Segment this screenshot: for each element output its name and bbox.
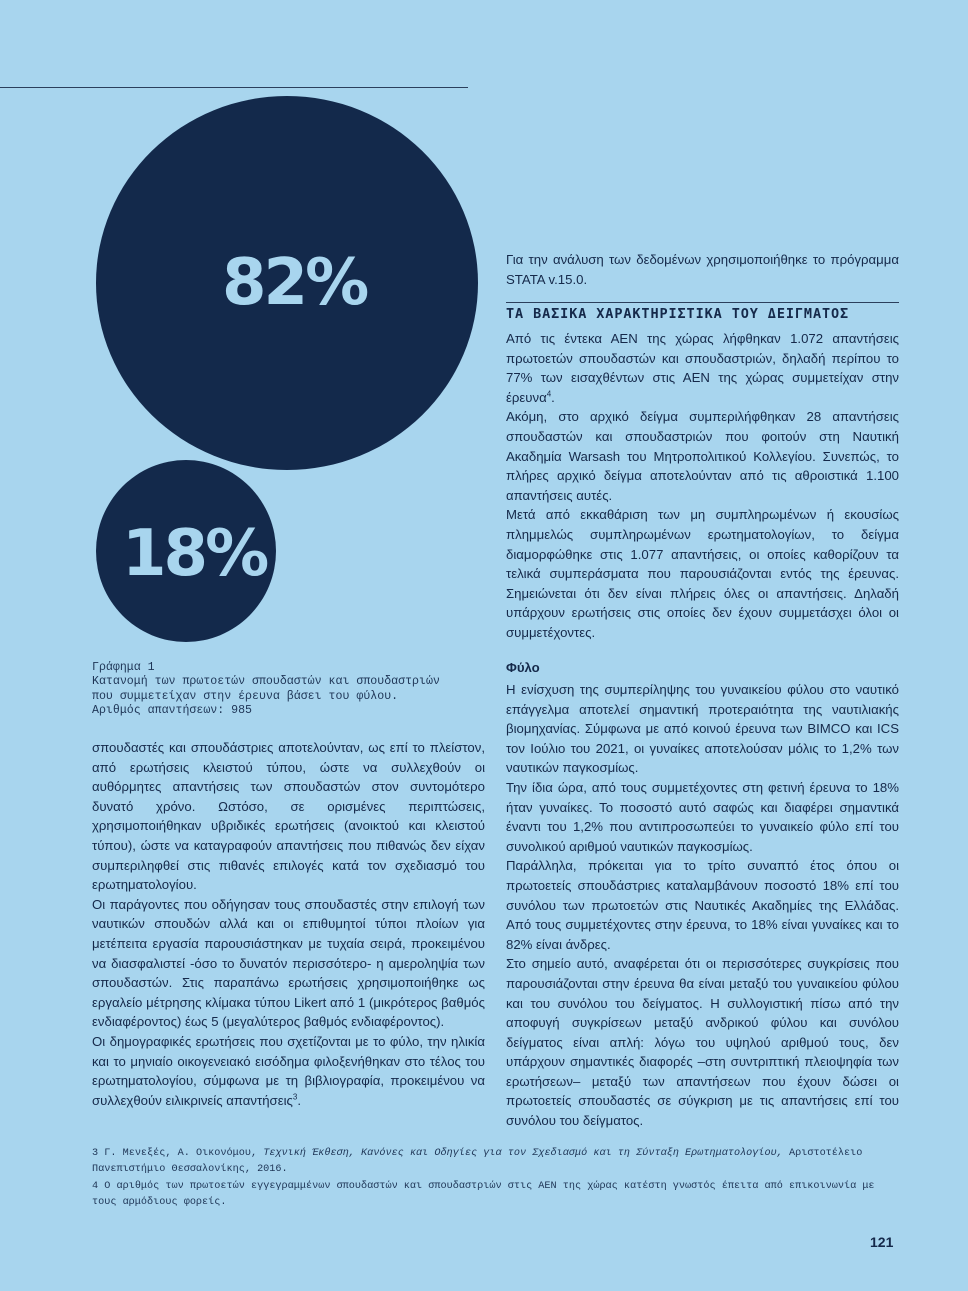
footnote-4 bbox=[92, 1179, 900, 1210]
left-p3-end: . bbox=[297, 1092, 301, 1108]
gender-paragraph-2: Την ίδια ώρα, από τους συμμετέχοντες στη φετινή έρευνα το 18% ήταν γυναίκες. Το ποσοστό αυτό σαφώς και διαφέρει σημαντικά έναντι του 1,2% που αντιπροσωπεύει το γυναικείο φύλο επί του συνολικού αριθμού ναυτικών παγκοσμίως. bbox=[506, 779, 899, 854]
left-paragraph-1: σπουδαστές και σπουδάστριες αποτελούνταν, ως επί το πλείστον, από ερωτήσεις κλειστού τύπου, ώστε να συλλεχθούν οι αυθόρμητες απαντήσεις των σπουδαστών στον συντομότερο δυνατό χρόνο. Ωστόσο, σε ορισμένες περιπτώσεις, χρησιμοποιήθηκαν υβριδικές ερωτήσεις (ανοικτού και κλειστού τύπου), ώστε να καταγραφούν απαντήσεις που πιθανώς δεν είχαν συμπεριληφθεί στις πιθανές επιλογές κατά τον σχεδιασμό του ερωτηματολογίου. bbox=[92, 740, 485, 893]
left-paragraph-2: Οι παράγοντες που οδήγησαν τους σπουδαστές στην επιλογή των ναυτικών σπουδών αλλά και οι επιθυμητοί τύποι πλοίων για μετέπειτα εργασία παρουσιάστηκαν με τυχαία σειρά, προκειμένου να διασφαλιστεί -όσο το δυνατόν περισσότερο- η αμεροληψία των σπουδαστών. Στις παραπάνω ερωτήσεις χρησιμοποιήθηκε ως εργαλείο μέτρησης κλίμακα τύπου Likert από 1 (μικρότερος βαθμός ενδιαφέροντος) έως 5 (μεγαλύτερος βαθμός ενδιαφέροντος). bbox=[92, 896, 485, 1030]
caption-title: Γράφημα 1 bbox=[92, 661, 155, 674]
gender-section bbox=[506, 680, 899, 1131]
sample-section bbox=[506, 329, 899, 643]
intro-text: Για την ανάλυση των δεδομένων χρησιμοποιήθηκε το πρόγραμμα STATA v.15.0. bbox=[506, 252, 899, 287]
sample-p1-end: . bbox=[551, 389, 555, 405]
section-heading-gender: Φύλο bbox=[506, 660, 540, 675]
footnote-ref-4: 4 bbox=[546, 389, 552, 399]
caption-line-3: Αριθμός απαντήσεων: 985 bbox=[92, 704, 253, 718]
left-column-body bbox=[92, 738, 485, 1110]
graph-caption bbox=[92, 661, 492, 719]
footnote-3-publisher: Αριστοτέλειο Πανεπιστήμιο Θεσσαλονίκης, 2016. bbox=[92, 1148, 863, 1175]
sample-p1-text: Από τις έντεκα ΑΕΝ της χώρας λήφθηκαν 1.072 απαντήσεις πρωτοετών σπουδαστών και σπουδαστριών, δηλαδή περίπου το 77% των εισαχθέντων στις ΑΕΝ της χώρας συμμετείχαν στην έρευνα bbox=[506, 331, 899, 405]
footnote-4-text: Ο αριθμός των πρωτοετών εγγεγραμμένων σπουδαστών και σπουδαστριών στις ΑΕΝ της χώρας κατέστη γνωστός έπειτα από επικοινωνία με τους αρμόδιους φορείς. bbox=[92, 1181, 875, 1208]
page-number: 121 bbox=[870, 1234, 894, 1250]
sample-paragraph-3: Μετά από εκκαθάριση των μη συμπληρωμένων ή εκουσίως πλημμελώς συμπληρωμένων ερωτηματολογίων, το δείγμα διαμορφώθηκε στις 1.077 απαντήσεις, οι οποίες καθορίζουν τα τελικά συμπεράσματα που παρουσιάζονται εντός της έρευνας. Σημειώνεται ότι δεν είναι πλήρεις όλες οι απαντήσεις. Δηλαδή υπάρχουν ερωτήσεις στις οποίες δεν έχουν συμμετάσχει όλοι οι συμμετέχοντες. bbox=[506, 507, 899, 640]
footnote-3 bbox=[92, 1146, 900, 1177]
footnote-3-number: 3 bbox=[92, 1148, 99, 1159]
chart-value-18: 18% bbox=[122, 517, 267, 591]
left-paragraph-3 bbox=[92, 1032, 485, 1110]
sample-paragraph-2: Ακόμη, στο αρχικό δείγμα συμπεριλήφθηκαν 28 απαντήσεις σπουδαστών και σπουδαστριών που φοιτούν στη Ναυτική Ακαδημία Warsash του Μητροπολιτικού Κολλεγίου. Συνεπώς, το πλήρες αρχικό δείγμα αποτελούνταν από τις αθροιστικά 1.100 απαντήσεις αυτές. bbox=[506, 409, 899, 503]
section-divider-line bbox=[506, 302, 899, 303]
gender-paragraph-4: Στο σημείο αυτό, αναφέρεται ότι οι περισσότερες συγκρίσεις που παρουσιάζονται στην έρευνα θα είναι μεταξύ του γυναικείου φύλου και του συνόλου του δείγματος. Η συλλογιστική πίσω από την αποφυγή συγκρίσεων μεταξύ ανδρικού φύλου και συνόλου δείγματος είναι απλή: λόγω του υψηλού αριθμού τους, δεν υπάρχουν σημαντικές διαφορές –στη συντριπτική πλειοψηφία των ερωτήσεων– μεταξύ των απαντήσεων που έχουν δώσει οι πρωτοετείς σπουδαστές σε σύγκριση με τις απαντήσεις επί του συνόλου του δείγματος. bbox=[506, 956, 899, 1129]
section-heading-sample: ΤΑ ΒΑΣΙΚΑ ΧΑΡΑΚΤΗΡΙΣΤΙΚΑ ΤΟΥ ΔΕΙΓΜΑΤΟΣ bbox=[506, 306, 850, 322]
gender-paragraph-1: Η ενίσχυση της συμπερίληψης του γυναικείου φύλου στο ναυτικό επάγγελμα αποτελεί σημαντική προτεραιότητα της ναυτιλιακής βιομηχανίας. Σύμφωνα με από κοινού έρευνα των BIMCO και ICS τον Ιούλιο του 2021, οι γυναίκες αποτελούσαν μόλις το 1,2% των ναυτικών παγκοσμίως. bbox=[506, 682, 899, 776]
gender-paragraph-3: Παράλληλα, πρόκειται για το τρίτο συναπτό έτος όπου οι πρωτοετείς σπουδάστριες καταλαμβάνουν ποσοστό 18% επί του συνόλου των πρωτοετών στις Ναυτικές Ακαδημίες της Ελλάδας. Από τους συμμετέχοντες στην έρευνα, το 18% είναι γυναίκες και το 82% είναι άνδρες. bbox=[506, 858, 899, 952]
footnote-3-title: Τεχνική Έκθεση, Κανόνες και Οδηγίες για τον Σχεδιασμό και τη Σύνταξη Ερωτηματολογίου, bbox=[263, 1148, 783, 1159]
sample-paragraph-1 bbox=[506, 329, 899, 407]
left-p3-text: Οι δημογραφικές ερωτήσεις που σχετίζονται με το φύλο, την ηλικία και το μηνιαίο οικογενειακό εισόδημα φιλοξενήθηκαν στο τέλος του ερωτηματολογίου, σύμφωνα με τη βιβλιογραφία, προκειμένου να συλλεχθούν ειλικρινείς απαντήσεις bbox=[92, 1033, 485, 1108]
footnote-ref-3: 3 bbox=[292, 1092, 298, 1102]
top-divider-line bbox=[0, 87, 468, 88]
chart-value-82: 82% bbox=[222, 246, 367, 320]
footnotes bbox=[92, 1146, 900, 1212]
intro-paragraph bbox=[506, 250, 899, 289]
footnote-4-number: 4 bbox=[92, 1181, 99, 1192]
caption-line-1: Κατανομή των πρωτοετών σπουδαστών και σπουδαστριών bbox=[92, 675, 440, 689]
caption-line-2: που συμμετείχαν στην έρευνα βάσει του φύλου. bbox=[92, 689, 399, 703]
footnote-3-authors: Γ. Μενεξές, Α. Οικονόμου, bbox=[104, 1148, 258, 1159]
